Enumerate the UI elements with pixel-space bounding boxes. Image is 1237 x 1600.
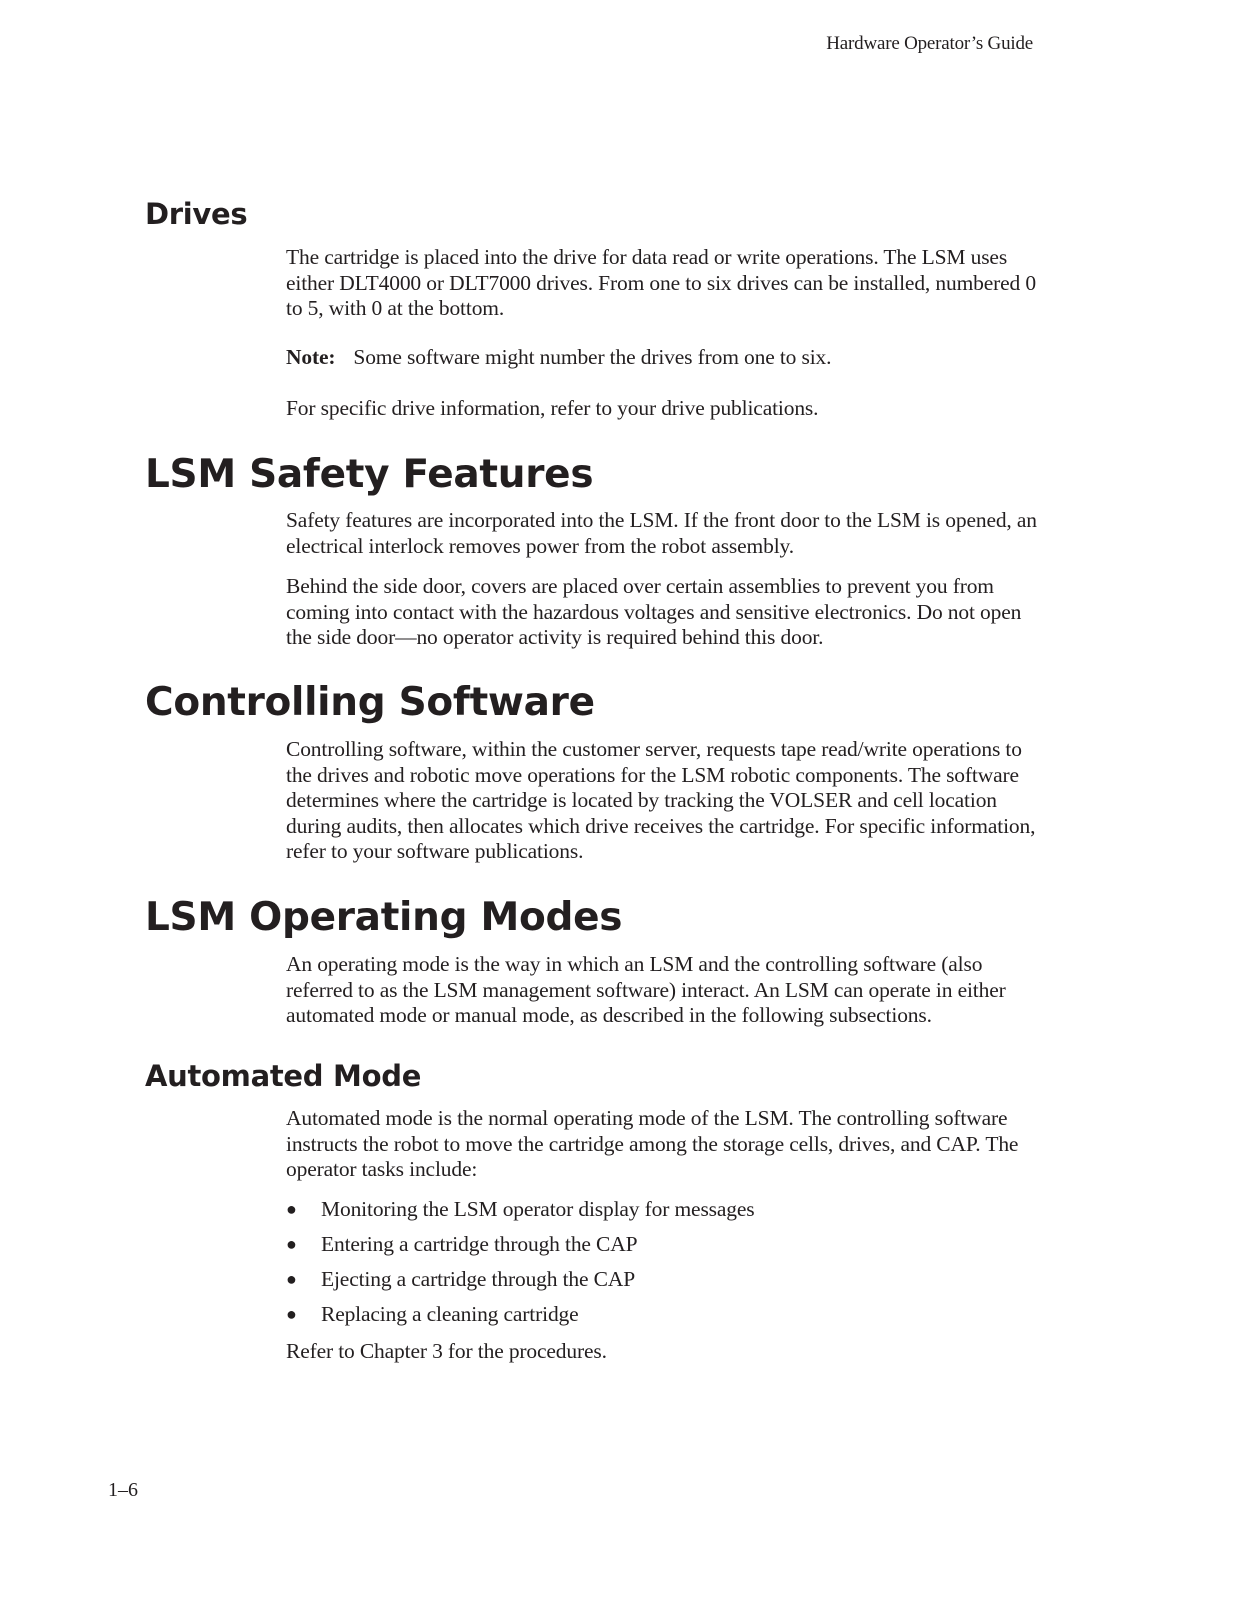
section-heading-drives: Drives [145,197,248,231]
bullet-icon: ● [286,1304,297,1324]
safety-paragraph-1-text: Safety features are incorporated into the LSM. If the front door to the LSM is opened, an electrical interlock removes power from the robot assembly. [286,508,1037,558]
note-text: Some software might number the drives from one to six. [353,345,832,369]
note-label: Note: [286,345,336,369]
automated-paragraph-1 [286,1106,1046,1183]
list-item: ● Entering a cartridge through the CAP [286,1232,638,1256]
drives-paragraph-1 [286,245,1046,322]
section-heading-modes: LSM Operating Modes [145,895,623,940]
bullet-icon: ● [286,1234,297,1254]
drives-paragraph-2-text: For specific drive information, refer to your drive publications. [286,396,819,420]
automated-closing-text: Refer to Chapter 3 for the procedures. [286,1339,607,1363]
automated-paragraph-1-text: Automated mode is the normal operating mode of the LSM. The controlling software instructs the robot to move the cartridge among the storage cells, drives, and CAP. The operator tasks include: [286,1106,1019,1181]
section-heading-software: Controlling Software [145,680,595,725]
section-heading-automated: Automated Mode [145,1059,422,1093]
modes-paragraph-1 [286,952,1046,1029]
drives-note [286,345,1046,371]
software-paragraph-1-text: Controlling software, within the customer server, requests tape read/write operations to the drives and robotic move operations for the LSM robotic components. The software determines where the cartridge is located by tracking the VOLSER and cell location during audits, then allocates which drive receives the cartridge. For specific information, refer to your software publications. [286,737,1036,863]
bullet-icon: ● [286,1199,297,1219]
drives-paragraph-2 [286,396,1046,422]
modes-paragraph-1-text: An operating mode is the way in which an LSM and the controlling software (also referred to as the LSM management software) interact. An LSM can operate in either automated mode or manual mode, as described in the following subsections. [286,952,1006,1027]
list-item: ● Ejecting a cartridge through the CAP [286,1267,636,1291]
operator-tasks-list [286,1197,754,1337]
software-paragraph-1 [286,737,1046,865]
automated-closing [286,1339,1046,1365]
list-item: ● Replacing a cleaning cartridge [286,1302,579,1326]
safety-paragraph-1 [286,508,1046,559]
safety-paragraph-2 [286,574,1046,651]
running-header: Hardware Operator’s Guide [826,33,1033,54]
page-number: 1–6 [108,1479,138,1501]
list-item: ● Monitoring the LSM operator display for messages [286,1197,755,1221]
bullet-icon: ● [286,1269,297,1289]
drives-paragraph-text: The cartridge is placed into the drive for data read or write operations. The LSM uses either DLT4000 or DLT7000 drives. From one to six drives can be installed, numbered 0 to 5, with 0 at the bottom. [286,245,1036,320]
safety-paragraph-2-text: Behind the side door, covers are placed over certain assemblies to prevent you from coming into contact with the hazardous voltages and sensitive electronics. Do not open the side door—no operator activity is required behind this door. [286,574,1022,649]
section-heading-safety: LSM Safety Features [145,452,594,497]
